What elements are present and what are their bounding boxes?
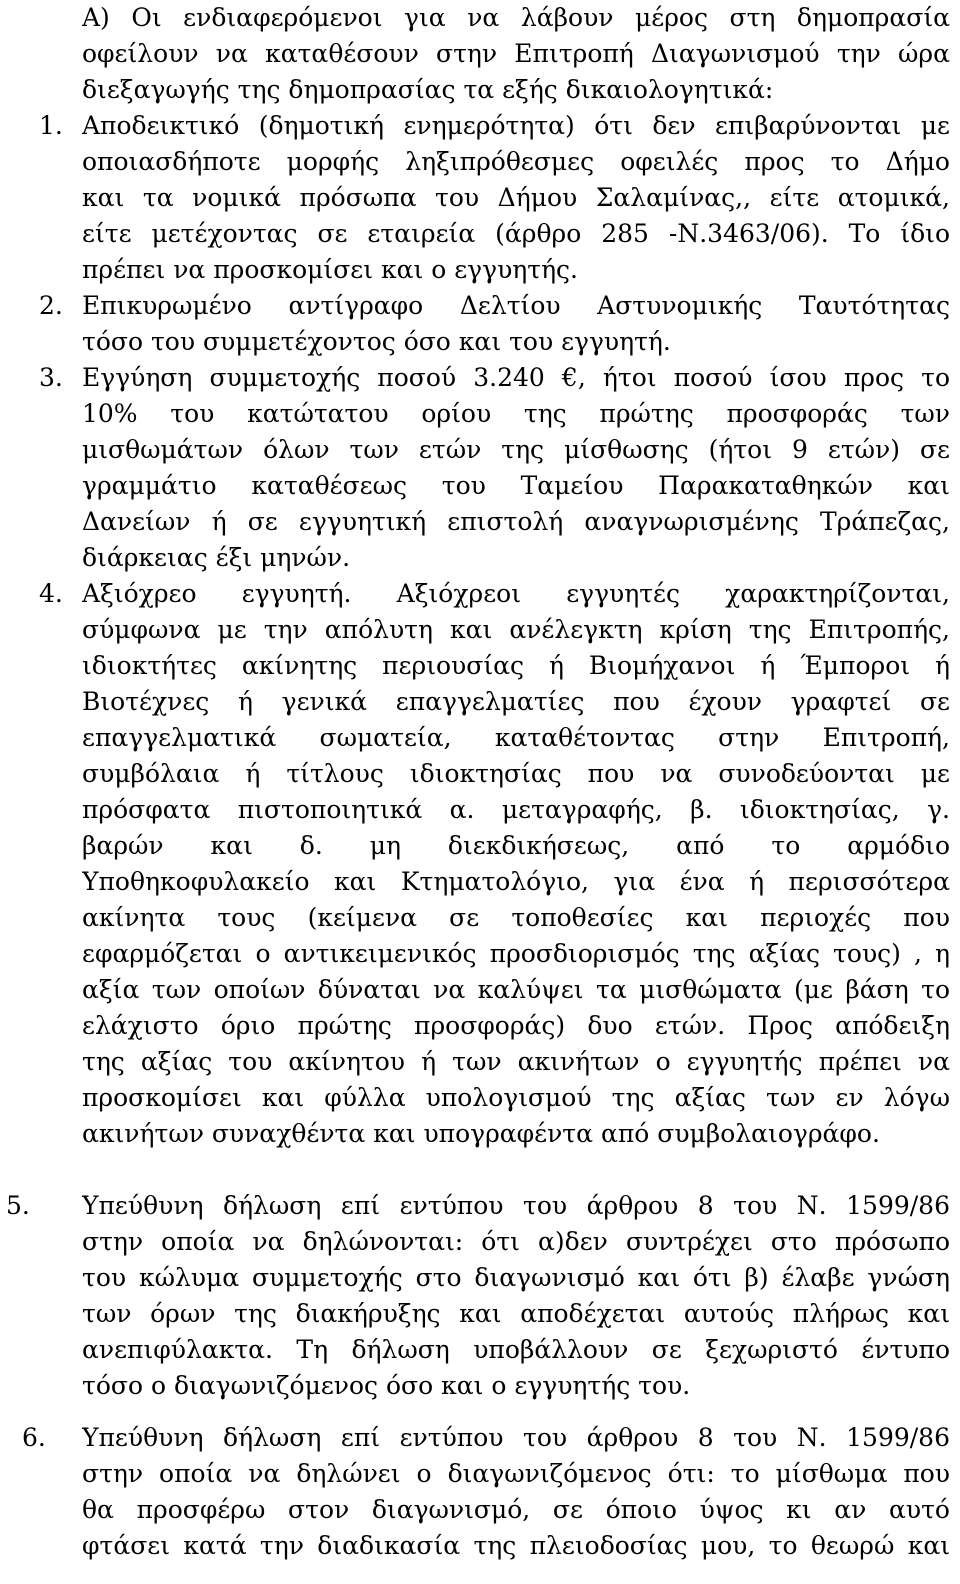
list-item-text: τόσο του συμμετέχοντος όσο και του εγγυητή.: [82, 327, 671, 356]
list-item-text: Βιοτέχνες ή γενικά επαγγελματίες που έχουν γραφτεί σε: [82, 687, 950, 716]
list-item-text: διάρκειας έξι μηνών.: [82, 543, 351, 572]
list-item-text: τόσο ο διαγωνιζόμενος όσο και ο εγγυητής του.: [82, 1371, 691, 1400]
list-item-text: φτάσει κατά την διαδικασία της πλειοδοσίας μου, το θεωρώ και: [82, 1531, 950, 1560]
list-item-text: γραμμάτιο καταθέσεως του Ταμείου Παρακαταθηκών και: [82, 471, 950, 500]
list-item-text: είτε μετέχοντας σε εταιρεία (άρθρο 285 -Ν.3463/06). Το ίδιο: [82, 219, 950, 248]
list-item-text: θα προσφέρω στον διαγωνισμό, σε όποιο ύψος κι αν αυτό: [82, 1495, 950, 1524]
list-item-text: ακινήτων συναχθέντα και υπογραφέντα από συμβολαιογράφο.: [82, 1119, 880, 1148]
list-item-text: Επικυρωμένο αντίγραφο Δελτίου Αστυνομικής Ταυτότητας: [82, 291, 950, 320]
list-item-text: πρόσφατα πιστοποιητικά α. μεταγραφής, β. ιδιοκτησίας, γ.: [82, 795, 950, 824]
list-item-text: συμβόλαια ή τίτλους ιδιοκτησίας που να συνοδεύονται με: [82, 759, 950, 788]
list-item-text: Υποθηκοφυλακείο και Κτηματολόγιο, για ένα ή περισσότερα: [82, 867, 950, 896]
list-item-text: αξία των οποίων δύναται να καλύψει τα μισθώματα (με βάση το: [82, 975, 950, 1004]
list-item-text: προσκομίσει και φύλλα υπολογισμού της αξίας των εν λόγω: [82, 1083, 950, 1112]
intro-line: οφείλουν να καταθέσουν στην Επιτροπή Διαγωνισμού την ώρα: [82, 39, 950, 68]
list-item-text: βαρών και δ. μη διεκδικήσεως, από το αρμόδιο: [82, 831, 950, 860]
list-item-text: και τα νομικά πρόσωπα του Δήμου Σαλαμίνας,, είτε ατομικά,: [82, 183, 950, 212]
list-item-text: επαγγελματικά σωματεία, καταθέτοντας στην Επιτροπή,: [82, 723, 950, 752]
list-item-text: της αξίας του ακίνητου ή των ακινήτων ο εγγυητής πρέπει να: [82, 1047, 950, 1076]
list-item-number: 6.: [22, 1423, 46, 1452]
list-item-text: σύμφωνα με την απόλυτη και ανέλεγκτη κρίση της Επιτροπής,: [82, 615, 950, 644]
list-item-text: ακίνητα τους (κείμενα σε τοποθεσίες και περιοχές που: [82, 903, 950, 932]
list-item-text: μισθωμάτων όλων των ετών της μίσθωσης (ήτοι 9 ετών) σε: [82, 435, 950, 464]
list-item-text: στην οποία να δηλώνονται: ότι α)δεν συντρέχει στο πρόσωπο: [82, 1227, 950, 1256]
list-item-text: εφαρμόζεται ο αντικειμενικός προσδιορισμός της αξίας τους) , η: [82, 939, 950, 968]
list-item-text: οποιασδήποτε μορφής ληξιπρόθεσμες οφειλές προς το Δήμο: [82, 147, 950, 176]
list-item-number: 2.: [39, 291, 63, 320]
list-item-text: στην οποία να δηλώνει ο διαγωνιζόμενος ότι: το μίσθωμα που: [82, 1459, 950, 1488]
list-item-text: ιδιοκτήτες ακίνητης περιουσίας ή Βιομήχανοι ή Έμποροι ή: [82, 651, 950, 680]
list-item-text: Δανείων ή σε εγγυητική επιστολή αναγνωρισμένης Τράπεζας,: [82, 507, 950, 536]
list-item-text: πρέπει να προσκομίσει και ο εγγυητής.: [82, 255, 578, 284]
list-item-number: 3.: [39, 363, 63, 392]
list-item-text: 10% του κατώτατου ορίου της πρώτης προσφοράς των: [82, 399, 950, 428]
list-item-text: Αποδεικτικό (δημοτική ενημερότητα) ότι δεν επιβαρύνονται με: [82, 111, 950, 140]
intro-line: Α) Οι ενδιαφερόμενοι για να λάβουν μέρος στη δημοπρασία: [82, 3, 950, 32]
list-item-text: Υπεύθυνη δήλωση επί εντύπου του άρθρου 8 του Ν. 1599/86: [82, 1191, 950, 1220]
list-item-number: 1.: [39, 111, 63, 140]
list-item-text: Αξιόχρεο εγγυητή. Αξιόχρεοι εγγυητές χαρακτηρίζονται,: [82, 579, 950, 608]
list-item-text: ελάχιστο όριο πρώτης προσφοράς) δυο ετών. Προς απόδειξη: [82, 1011, 950, 1040]
list-item-number: 5.: [6, 1191, 30, 1220]
intro-line: διεξαγωγής της δημοπρασίας τα εξής δικαιολογητικά:: [82, 75, 774, 104]
list-item-text: των όρων της διακήρυξης και αποδέχεται αυτούς πλήρως και: [82, 1299, 950, 1328]
list-item-text: του κώλυμα συμμετοχής στο διαγωνισμό και ότι β) έλαβε γνώση: [82, 1263, 950, 1292]
list-item-text: Υπεύθυνη δήλωση επί εντύπου του άρθρου 8 του Ν. 1599/86: [82, 1423, 950, 1452]
list-item-text: ανεπιφύλακτα. Τη δήλωση υποβάλλουν σε ξεχωριστό έντυπο: [82, 1335, 950, 1364]
list-item-number: 4.: [39, 579, 63, 608]
list-item-text: Εγγύηση συμμετοχής ποσού 3.240 €, ήτοι ποσού ίσου προς το: [82, 363, 950, 392]
